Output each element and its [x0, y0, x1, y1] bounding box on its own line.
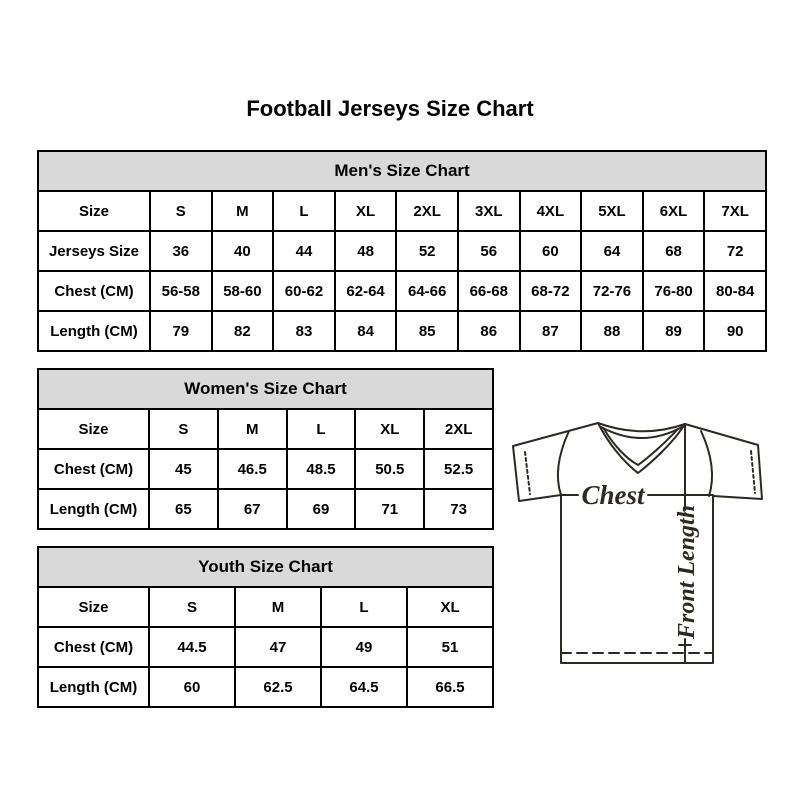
size-value-cell: 69 [287, 489, 356, 529]
size-value-cell: 66-68 [458, 271, 520, 311]
size-value-cell: 49 [321, 627, 407, 667]
table-title-mens: Men's Size Chart [38, 151, 766, 191]
size-value-cell: XL [355, 409, 424, 449]
womens-size-table [37, 368, 494, 530]
size-value-cell: 36 [150, 231, 212, 271]
table-header-row [38, 547, 493, 587]
size-value-cell: 60-62 [273, 271, 335, 311]
size-value-cell: 46.5 [218, 449, 287, 489]
table-header-row [38, 369, 493, 409]
page-title: Football Jerseys Size Chart [246, 96, 534, 121]
table-row [38, 449, 493, 489]
size-value-cell: 5XL [581, 191, 643, 231]
size-value-cell: 51 [407, 627, 493, 667]
row-label: Length (CM) [38, 489, 149, 529]
jersey-measurement-diagram [505, 413, 773, 671]
size-value-cell: 3XL [458, 191, 520, 231]
size-value-cell: 50.5 [355, 449, 424, 489]
size-value-cell: 60 [149, 667, 235, 707]
table-row [38, 667, 493, 707]
size-value-cell: S [149, 409, 218, 449]
size-value-cell: 56 [458, 231, 520, 271]
size-value-cell: 83 [273, 311, 335, 351]
size-value-cell: 44 [273, 231, 335, 271]
size-value-cell: L [287, 409, 356, 449]
size-value-cell: S [150, 191, 212, 231]
size-value-cell: 47 [235, 627, 321, 667]
size-value-cell: 67 [218, 489, 287, 529]
row-label: Length (CM) [38, 311, 150, 351]
size-value-cell: 52 [396, 231, 458, 271]
size-value-cell: 79 [150, 311, 212, 351]
table-header-row [38, 151, 766, 191]
row-label: Length (CM) [38, 667, 149, 707]
chest-label: Chest [581, 480, 645, 510]
size-value-cell: XL [335, 191, 397, 231]
size-value-cell: 73 [424, 489, 493, 529]
size-value-cell: 90 [704, 311, 766, 351]
size-value-cell: 87 [520, 311, 582, 351]
size-value-cell: 68 [643, 231, 705, 271]
size-value-cell: 72-76 [581, 271, 643, 311]
size-value-cell: 7XL [704, 191, 766, 231]
size-value-cell: 58-60 [212, 271, 274, 311]
size-value-cell: 85 [396, 311, 458, 351]
row-label: Size [38, 191, 150, 231]
row-label: Chest (CM) [38, 627, 149, 667]
size-value-cell: 89 [643, 311, 705, 351]
size-value-cell: 60 [520, 231, 582, 271]
size-value-cell: 76-80 [643, 271, 705, 311]
size-value-cell: 62.5 [235, 667, 321, 707]
table-row [38, 409, 493, 449]
table-row [38, 627, 493, 667]
row-label: Chest (CM) [38, 449, 149, 489]
size-value-cell: 48 [335, 231, 397, 271]
size-value-cell: 4XL [520, 191, 582, 231]
size-value-cell: 80-84 [704, 271, 766, 311]
size-value-cell: 48.5 [287, 449, 356, 489]
size-value-cell: M [212, 191, 274, 231]
size-value-cell: 66.5 [407, 667, 493, 707]
size-value-cell: S [149, 587, 235, 627]
size-value-cell: 6XL [643, 191, 705, 231]
size-value-cell: 52.5 [424, 449, 493, 489]
table-title-womens: Women's Size Chart [38, 369, 493, 409]
size-value-cell: L [321, 587, 407, 627]
youth-size-table [37, 546, 494, 708]
size-value-cell: 64 [581, 231, 643, 271]
table-row [38, 489, 493, 529]
size-value-cell: 62-64 [335, 271, 397, 311]
size-value-cell: 82 [212, 311, 274, 351]
size-value-cell: XL [407, 587, 493, 627]
front-length-label: Front Length [674, 504, 700, 639]
size-value-cell: 56-58 [150, 271, 212, 311]
size-value-cell: M [235, 587, 321, 627]
size-value-cell: 71 [355, 489, 424, 529]
size-value-cell: 64-66 [396, 271, 458, 311]
size-value-cell: M [218, 409, 287, 449]
size-value-cell: 86 [458, 311, 520, 351]
size-value-cell: 64.5 [321, 667, 407, 707]
size-value-cell: 2XL [424, 409, 493, 449]
table-row [38, 191, 766, 231]
size-value-cell: 44.5 [149, 627, 235, 667]
row-label: Size [38, 409, 149, 449]
row-label: Chest (CM) [38, 271, 150, 311]
table-row [38, 587, 493, 627]
size-value-cell: 68-72 [520, 271, 582, 311]
table-title-youth: Youth Size Chart [38, 547, 493, 587]
size-value-cell: L [273, 191, 335, 231]
size-value-cell: 40 [212, 231, 274, 271]
size-value-cell: 45 [149, 449, 218, 489]
row-label: Jerseys Size [38, 231, 150, 271]
size-value-cell: 88 [581, 311, 643, 351]
jersey-collar [598, 423, 685, 473]
table-row [38, 231, 766, 271]
row-label: Size [38, 587, 149, 627]
size-value-cell: 65 [149, 489, 218, 529]
size-value-cell: 84 [335, 311, 397, 351]
mens-size-table [37, 150, 767, 352]
size-value-cell: 72 [704, 231, 766, 271]
table-row [38, 311, 766, 351]
jersey-right-sleeve [685, 424, 762, 499]
table-row [38, 271, 766, 311]
size-value-cell: 2XL [396, 191, 458, 231]
